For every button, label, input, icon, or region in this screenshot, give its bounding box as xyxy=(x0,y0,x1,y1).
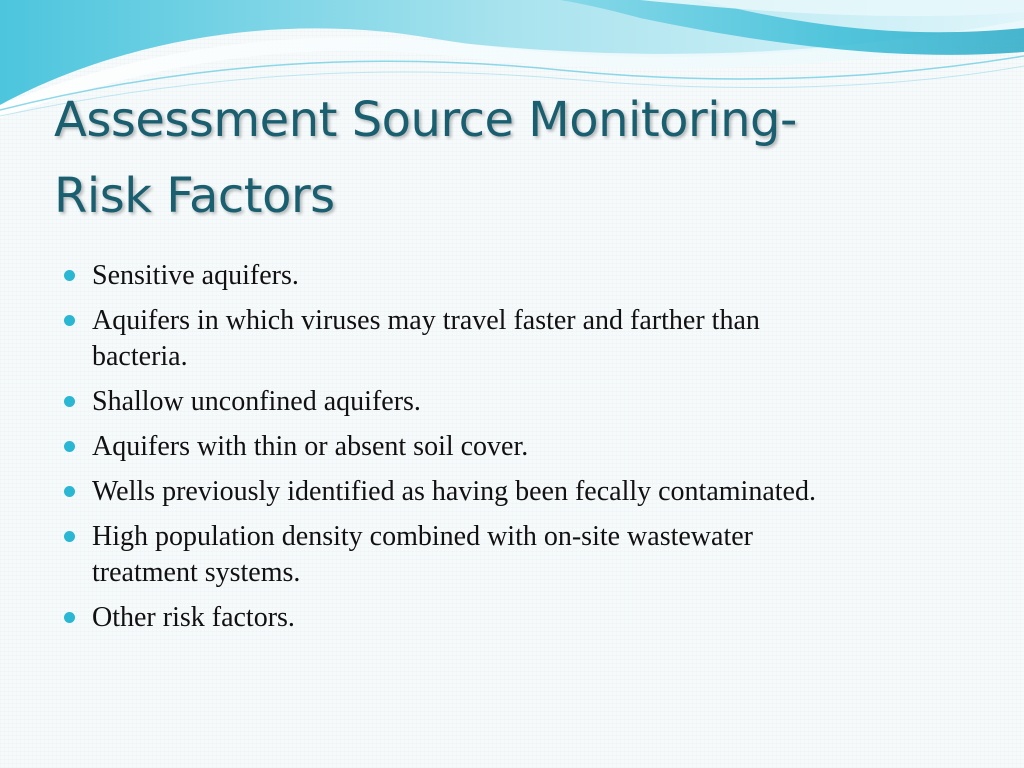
bullet-item xyxy=(60,519,820,591)
bullet-text: Wells previously identified as having been fecally contaminated. xyxy=(92,476,816,507)
bullet-text: Aquifers with thin or absent soil cover. xyxy=(92,431,529,462)
bullet-dot-icon xyxy=(64,612,75,623)
slide-title xyxy=(54,82,954,234)
bullet-dot-icon xyxy=(64,315,75,326)
bullet-dot-icon xyxy=(64,270,75,281)
bullet-text: Other risk factors. xyxy=(92,602,295,633)
bullet-item xyxy=(60,303,820,375)
bullet-dot-icon xyxy=(64,396,75,407)
bullet-list xyxy=(60,258,820,645)
bullet-text: Shallow unconfined aquifers. xyxy=(92,386,421,417)
slide-title-text: Assessment Source Monitoring- Risk Factors xyxy=(54,92,797,224)
bullet-item xyxy=(60,384,820,420)
bullet-item xyxy=(60,429,820,465)
bullet-text: Aquifers in which viruses may travel faster and farther than bacteria. xyxy=(92,305,760,372)
bullet-text: Sensitive aquifers. xyxy=(92,260,299,291)
bullet-item xyxy=(60,474,820,510)
bullet-text: High population density combined with on-site wastewater treatment systems. xyxy=(92,521,753,588)
bullet-item xyxy=(60,258,820,294)
bullet-dot-icon xyxy=(64,441,75,452)
bullet-dot-icon xyxy=(64,486,75,497)
bullet-dot-icon xyxy=(64,531,75,542)
bullet-item xyxy=(60,600,820,636)
